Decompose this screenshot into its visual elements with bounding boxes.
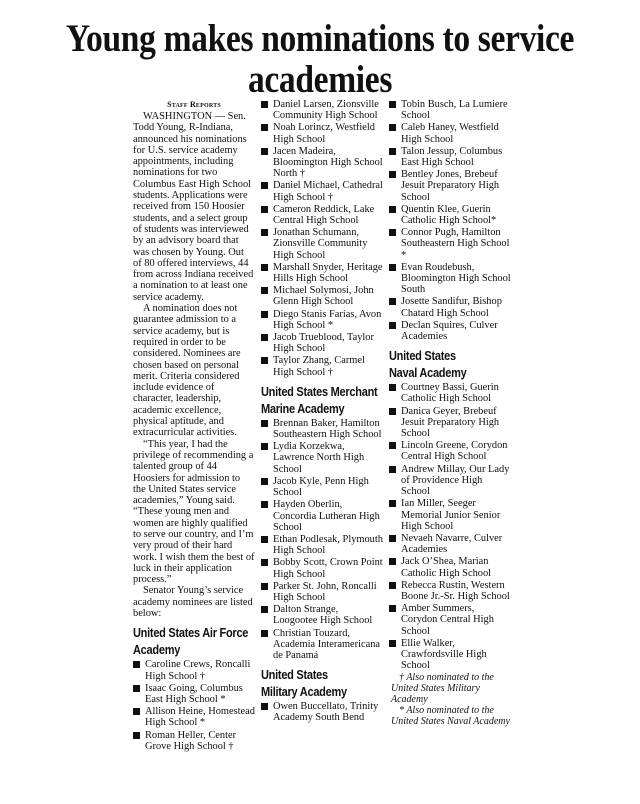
nominee-item xyxy=(261,499,385,533)
square-bullet-icon xyxy=(261,420,268,427)
nominee-item xyxy=(261,701,385,723)
naval-list xyxy=(389,382,511,671)
nominee-name: Diego Stanis Farias, Avon High School * xyxy=(273,308,382,331)
nominee-item xyxy=(261,418,385,440)
nominee-name: Owen Buccellato, Trinity Academy South Bend xyxy=(273,701,379,724)
nominee-name: Amber Summers, Corydon Central High School xyxy=(401,603,494,637)
nominee-name: Dalton Strange, Loogootee High School xyxy=(273,604,373,627)
nominee-item xyxy=(389,440,511,462)
nominee-name: Michael Solymosi, John Glenn High School xyxy=(273,285,374,308)
column-2 xyxy=(261,99,385,725)
square-bullet-icon xyxy=(389,558,396,565)
nominee-item xyxy=(389,296,511,318)
square-bullet-icon xyxy=(261,583,268,590)
column-3 xyxy=(389,99,511,727)
square-bullet-icon xyxy=(261,182,268,189)
nominee-name: Tobin Busch, La Lumiere School xyxy=(401,99,508,122)
nominee-name: Declan Squires, Culver Academies xyxy=(401,319,498,343)
byline: Staff Reports xyxy=(167,100,221,109)
square-bullet-icon xyxy=(389,535,396,542)
nominee-item xyxy=(133,683,255,705)
square-bullet-icon xyxy=(389,101,396,108)
nominee-name: Isaac Going, Columbus East High School * xyxy=(145,682,243,705)
square-bullet-icon xyxy=(261,229,268,236)
square-bullet-icon xyxy=(389,229,396,236)
nominee-name: Jack O’Shea, Marian Catholic High School xyxy=(401,556,492,579)
square-bullet-icon xyxy=(389,500,396,507)
merchant-marine-heading-text: United States Merchant Marine Academy xyxy=(261,384,378,416)
nominee-item xyxy=(261,204,385,226)
body-paragraph: A nomination does not guarantee admission to a service academy, but is required in order to be considered. Nominees are chosen based on personal merit. Criteria considered include evidence of character, leadership, academic excellence, physical aptitude, and extracurricular activities. xyxy=(133,303,241,439)
nominee-item xyxy=(389,464,511,498)
square-bullet-icon xyxy=(133,732,140,739)
square-bullet-icon xyxy=(261,536,268,543)
nominee-item xyxy=(261,332,385,354)
nominee-name: Roman Heller, Center Grove High School † xyxy=(145,729,237,752)
nominee-name: Evan Roudebush, Bloomington High School South xyxy=(401,261,511,296)
square-bullet-icon xyxy=(261,443,268,450)
nominee-item xyxy=(389,638,511,672)
nominee-name: Quentin Klee, Guerin Catholic High School* xyxy=(401,203,497,227)
nominee-name: Jacob Trueblood, Taylor High School xyxy=(273,332,374,355)
nominee-name: Caleb Haney, Westfield High School xyxy=(401,122,499,145)
square-bullet-icon xyxy=(389,640,396,647)
square-bullet-icon xyxy=(261,206,268,213)
nominee-name: Caroline Crews, Roncalli High School † xyxy=(145,659,251,682)
square-bullet-icon xyxy=(261,606,268,613)
nominee-item xyxy=(389,169,511,203)
square-bullet-icon xyxy=(389,384,396,391)
square-bullet-icon xyxy=(261,357,268,364)
square-bullet-icon xyxy=(389,442,396,449)
square-bullet-icon xyxy=(389,148,396,155)
nominee-item xyxy=(261,534,385,556)
nominee-name: Nevaeh Navarre, Culver Academies xyxy=(401,532,503,556)
nominee-item xyxy=(261,262,385,284)
nominee-name: Brennan Baker, Hamilton Southeastern High School xyxy=(273,417,382,441)
square-bullet-icon xyxy=(261,287,268,294)
body-paragraph: “This year, I had the privilege of recommending a talented group of 44 Hoosiers for admission to the United States service academies,” Young said. “These young men and women are highly qualified to serve our country, and I’m very proud of their hard work. I wish them the best of luck in their application process.” xyxy=(133,438,255,586)
nominee-item xyxy=(261,557,385,579)
column-1 xyxy=(133,99,255,753)
nominee-name: Daniel Larsen, Zionsville Community High School xyxy=(273,99,379,122)
square-bullet-icon xyxy=(389,322,396,329)
nominee-item xyxy=(389,382,511,404)
nominee-item xyxy=(261,476,385,498)
nominee-item xyxy=(261,285,385,307)
square-bullet-icon xyxy=(389,206,396,213)
nominee-item xyxy=(389,227,511,261)
nominee-name: Noah Lorincz, Westfield High School xyxy=(273,122,375,145)
square-bullet-icon xyxy=(389,408,396,415)
air-force-list-part-2 xyxy=(261,99,385,378)
nominee-name: Jacob Kyle, Penn High School xyxy=(273,475,369,499)
square-bullet-icon xyxy=(261,148,268,155)
nominee-name: Talon Jessup, Columbus East High School xyxy=(401,145,503,169)
nominee-item xyxy=(389,533,511,555)
nominee-name: Ethan Podlesak, Plymouth High School xyxy=(273,533,383,557)
air-force-heading-text: United States Air Force Academy xyxy=(133,626,249,658)
square-bullet-icon xyxy=(389,582,396,589)
nominee-item xyxy=(389,204,511,226)
nominee-item xyxy=(261,441,385,475)
nominee-item xyxy=(261,99,385,121)
nominee-item xyxy=(389,320,511,342)
square-bullet-icon xyxy=(261,501,268,508)
square-bullet-icon xyxy=(133,685,140,692)
nominee-name: Cameron Reddick, Lake Central High School xyxy=(273,203,375,227)
nominee-name: Christian Touzard, Academia Interamericana de Panamá xyxy=(273,627,381,661)
nominee-item xyxy=(133,730,255,752)
military-list-part-2 xyxy=(389,99,511,342)
nominee-item xyxy=(389,406,511,440)
nominee-item xyxy=(389,603,511,637)
nominee-item xyxy=(261,581,385,603)
footnote-military: † Also nominated to the United States Military Academy xyxy=(391,672,494,706)
square-bullet-icon xyxy=(389,466,396,473)
nominee-item xyxy=(389,580,511,602)
nominee-item xyxy=(261,122,385,144)
square-bullet-icon xyxy=(261,630,268,637)
nominee-name: Daniel Michael, Cathedral High School † xyxy=(273,180,383,203)
nominee-name: Parker St. John, Roncalli High School xyxy=(273,580,377,603)
square-bullet-icon xyxy=(261,478,268,485)
headline: Young makes nominations to service academies xyxy=(65,17,575,101)
square-bullet-icon xyxy=(261,264,268,271)
air-force-list-part-1 xyxy=(133,659,255,752)
square-bullet-icon xyxy=(389,605,396,612)
square-bullet-icon xyxy=(133,661,140,668)
nominee-item xyxy=(389,99,511,121)
nominee-item xyxy=(389,498,511,532)
nominee-item xyxy=(261,604,385,626)
nominee-name: Jonathan Schumann, Zionsville Community High School xyxy=(273,227,368,261)
square-bullet-icon xyxy=(389,124,396,131)
nominee-item xyxy=(261,180,385,202)
square-bullet-icon xyxy=(261,703,268,710)
footnote-naval: * Also nominated to the United States Naval Academy xyxy=(391,705,510,728)
naval-heading xyxy=(389,348,496,382)
nominee-name: Andrew Millay, Our Lady of Providence High School xyxy=(401,463,510,498)
nominee-name: Jacen Madeira, Bloomington High School North † xyxy=(273,145,383,180)
nominee-name: Ian Miller, Seeger Memorial Junior Senior High School xyxy=(401,498,501,532)
nominee-item xyxy=(389,556,511,578)
square-bullet-icon xyxy=(261,101,268,108)
nominee-item xyxy=(389,122,511,144)
air-force-heading xyxy=(133,625,249,659)
nominee-name: Danica Geyer, Brebeuf Jesuit Preparatory High School xyxy=(401,405,500,440)
nominee-name: Josette Sandifur, Bishop Chatard High School xyxy=(401,296,502,319)
merchant-marine-heading xyxy=(261,384,378,418)
nominee-name: Courtney Bassi, Guerin Catholic High School xyxy=(401,382,499,405)
nominee-name: Taylor Zhang, Carmel High School † xyxy=(273,355,365,378)
square-bullet-icon xyxy=(389,171,396,178)
nominee-item xyxy=(261,309,385,331)
nominee-name: Rebecca Rustin, Western Boone Jr.-Sr. High School xyxy=(401,579,510,602)
nominee-name: Lydia Korzekwa, Lawrence North High School xyxy=(273,441,365,475)
square-bullet-icon xyxy=(261,124,268,131)
merchant-marine-list xyxy=(261,418,385,661)
body-paragraph: Senator Young’s service academy nominees are listed below: xyxy=(133,585,253,620)
military-heading-text: United States Military Academy xyxy=(261,668,347,700)
nominee-name: Connor Pugh, Hamilton Southeastern High School * xyxy=(401,227,510,261)
square-bullet-icon xyxy=(261,334,268,341)
nominee-name: Ellie Walker, Crawfordsville High School xyxy=(401,637,487,672)
nominee-name: Lincoln Greene, Corydon Central High School xyxy=(401,440,508,463)
body-paragraph: WASHINGTON — Sen. Todd Young, R-Indiana, announced his nominations for U.S. service academy appointments, including nominations for two Columbus East High School students. Applications were received from 150 Hoosier students, and a select group of students was interviewed by an advisory board that was chosen by Young. Out of 80 offered interviews, 44 from across Indiana received a nomination to at least one service academy. xyxy=(133,111,254,303)
square-bullet-icon xyxy=(133,708,140,715)
military-heading xyxy=(261,667,370,701)
naval-heading-text: United States Naval Academy xyxy=(389,349,467,381)
square-bullet-icon xyxy=(389,298,396,305)
nominee-item xyxy=(389,146,511,168)
square-bullet-icon xyxy=(261,311,268,318)
nominee-item xyxy=(261,227,385,261)
nominee-name: Bobby Scott, Crown Point High School xyxy=(273,557,383,580)
square-bullet-icon xyxy=(389,264,396,271)
nominee-item xyxy=(261,628,385,662)
nominee-item xyxy=(389,262,511,296)
nominee-item xyxy=(261,146,385,180)
nominee-name: Allison Heine, Homestead High School * xyxy=(145,706,255,729)
nominee-name: Bentley Jones, Brebeuf Jesuit Preparatory High School xyxy=(401,169,500,203)
square-bullet-icon xyxy=(261,559,268,566)
nominee-item xyxy=(133,706,255,728)
military-list-part-1 xyxy=(261,701,385,723)
nominee-item xyxy=(261,355,385,377)
nominee-name: Hayden Oberlin, Concordia Lutheran High School xyxy=(273,499,380,533)
nominee-item xyxy=(133,659,255,681)
nominee-name: Marshall Snyder, Heritage Hills High School xyxy=(273,261,383,285)
